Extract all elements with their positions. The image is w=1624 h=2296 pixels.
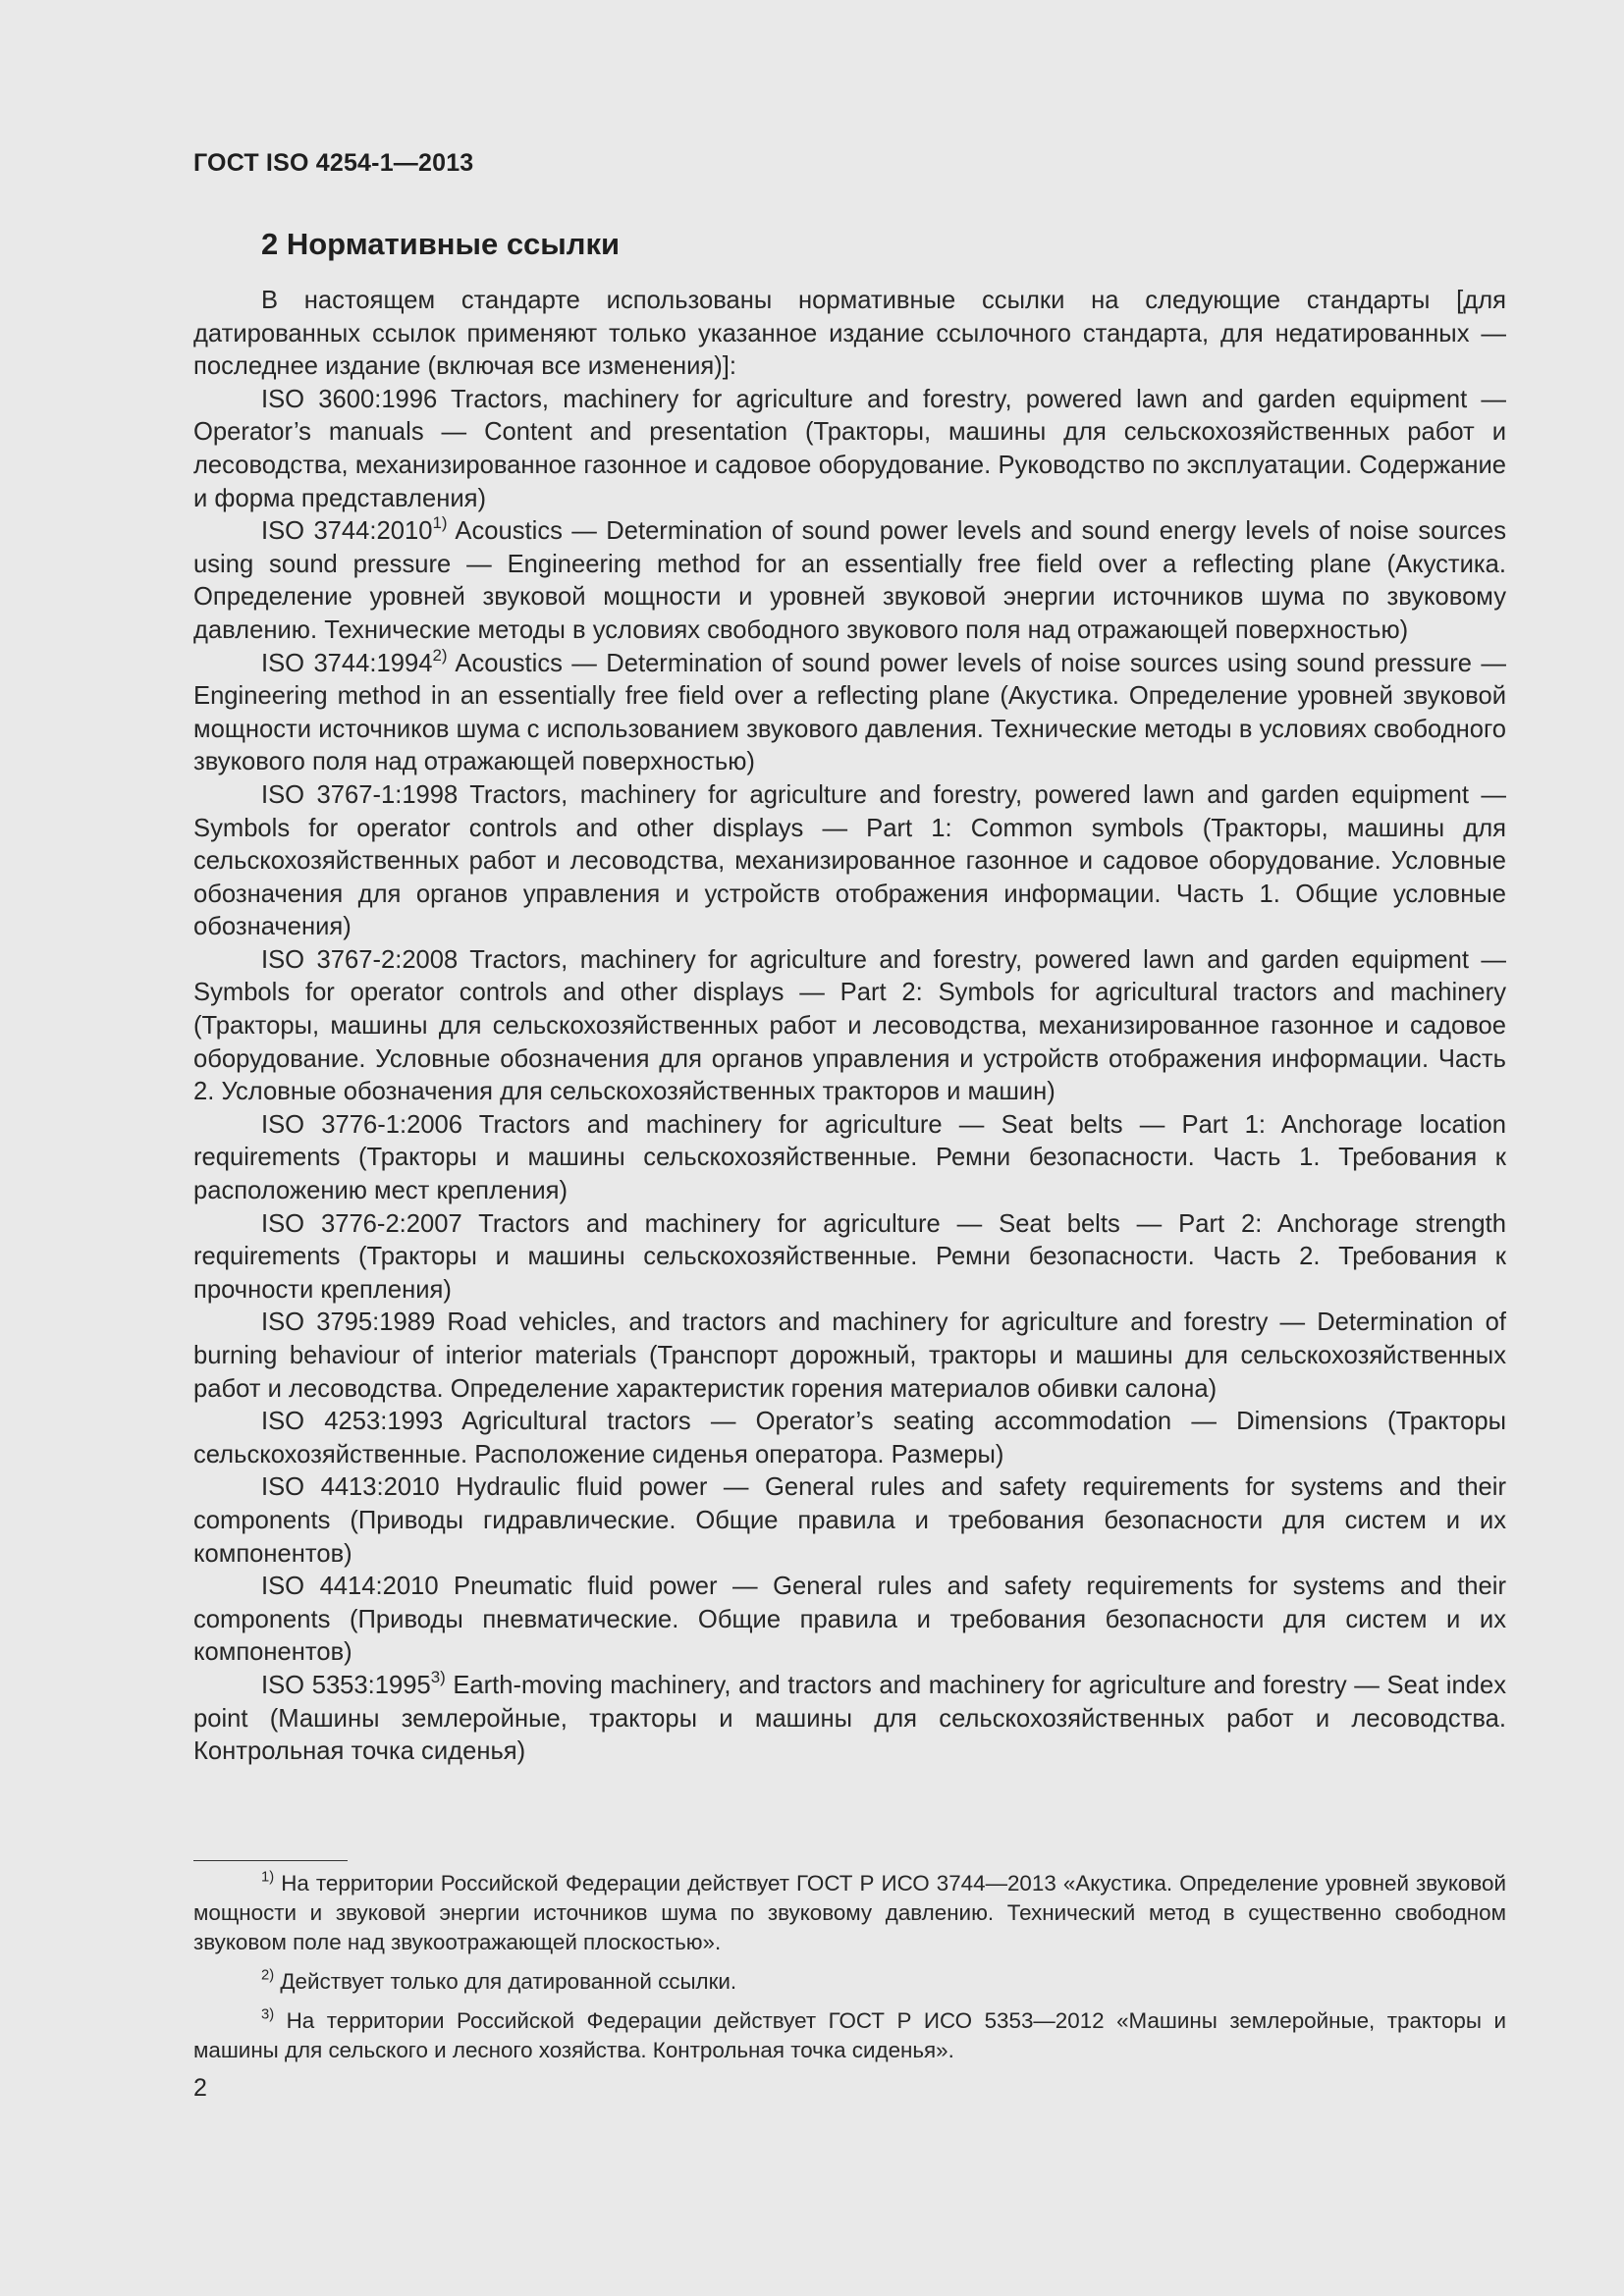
reference-code: ISO 3776-1:2006 bbox=[261, 1110, 463, 1139]
footnote-marker: 2) bbox=[432, 645, 448, 665]
reference-title: Tractors and machinery for agriculture — Seat belts — Part 1: Anchorage location requirements (Тракторы и машины сельскохозяйственные. Ремни безопасности. Часть 1. Требования к расположению мест крепления) bbox=[193, 1110, 1506, 1205]
reference-item bbox=[193, 384, 1506, 515]
reference-code: ISO 3744:2010 bbox=[261, 517, 433, 546]
footnote-divider bbox=[193, 1860, 348, 1861]
page-number: 2 bbox=[193, 2074, 207, 2102]
reference-item bbox=[193, 944, 1506, 1109]
section-body bbox=[193, 285, 1506, 1769]
footnote-mark: 3) bbox=[261, 2006, 275, 2023]
reference-item bbox=[193, 779, 1506, 944]
footnote bbox=[193, 2006, 1506, 2065]
reference-title: Tractors, machinery for agriculture and forestry, powered lawn and garden equipment — Symbols for operator controls and other displays — Part 2: Symbols for agricultural tractors and machinery (Тракторы, машины для сельскохозяйственных работ и лесоводства, механизированное газонное и садовое оборудование. Условные обозначения для органов управления и устройств отображения информации. Часть 2. Условные обозначения для сельскохозяйственных тракторов и машин) bbox=[193, 945, 1506, 1106]
footnote-marker: 3) bbox=[430, 1667, 446, 1686]
reference-title: Agricultural tractors — Operator’s seating accommodation — Dimensions (Тракторы сельскохозяйственные. Расположение сиденья оператора. Размеры) bbox=[193, 1408, 1507, 1468]
reference-title: Acoustics — Determination of sound power levels of noise sources using sound pressure — Engineering method in an essentially free field over a reflecting plane (Акустика. Определение уровней звуковой мощности источников шума с использованием звукового давления. Технические методы в условиях свободного звукового поля над отражающей поверхностью) bbox=[193, 649, 1506, 776]
reference-code: ISO 3795:1989 bbox=[261, 1308, 436, 1337]
reference-code: ISO 4413:2010 bbox=[261, 1473, 440, 1502]
document-code-header: ГОСТ ISO 4254-1—2013 bbox=[193, 149, 474, 177]
reference-title: Tractors, machinery for agriculture and forestry, powered lawn and garden equipment — Operator’s manuals — Content and presentation (Тракторы, машины для сельскохозяйственных работ и лесоводства, механизированное газонное и садовое оборудование. Руководство по эксплуатации. Содержание и форма представления) bbox=[193, 385, 1507, 512]
reference-title: Acoustics — Determination of sound power levels and sound energy levels of noise sources using sound pressure — Engineering method for an essentially free field over a reflecting plane (Акустика. Определение уровней звуковой мощности и уровней звуковой энергии источников шума по звуковому давлению. Технические методы в условиях свободного звукового поля над отражающей поверхностью) bbox=[193, 517, 1506, 644]
reference-item bbox=[193, 1667, 1506, 1769]
footnote-mark: 2) bbox=[261, 1967, 275, 1984]
footnote-text: На территории Российской Федерации действует ГОСТ Р ИСО 5353—2012 «Машины землеройные, тракторы и машины для сельского и лесного хозяйства. Контрольная точка сиденья». bbox=[193, 2008, 1506, 2062]
reference-title: Pneumatic fluid power — General rules and safety requirements for systems and their components (Приводы пневматические. Общие правила и требования безопасности для систем и их компонентов) bbox=[193, 1573, 1506, 1667]
reference-item bbox=[193, 1307, 1506, 1406]
reference-code: ISO 4414:2010 bbox=[261, 1573, 439, 1601]
footnote-mark: 1) bbox=[261, 1869, 275, 1886]
reference-code: ISO 3767-2:2008 bbox=[261, 945, 459, 974]
reference-item bbox=[193, 1571, 1506, 1670]
reference-code: ISO 3776-2:2007 bbox=[261, 1209, 462, 1238]
footnote bbox=[193, 1869, 1506, 1957]
footnote bbox=[193, 1967, 1506, 1997]
footnote-text: Действует только для датированной ссылки. bbox=[280, 1969, 737, 1994]
reference-title: Tractors and machinery for agriculture — Seat belts — Part 2: Anchorage strength requirements (Тракторы и машины сельскохозяйственные. Ремни безопасности. Часть 2. Требования к прочности крепления) bbox=[193, 1209, 1506, 1304]
reference-title: Road vehicles, and tractors and machinery for agriculture and forestry — Determination of burning behaviour of interior materials (Транспорт дорожный, тракторы и машины для сельскохозяйственных работ и лесоводства. Определение характеристик горения материалов обивки салона) bbox=[193, 1308, 1506, 1403]
reference-title: Hydraulic fluid power — General rules and safety requirements for systems and their components (Приводы гидравлические. Общие правила и требования безопасности для систем и их компонентов) bbox=[193, 1473, 1506, 1568]
reference-item bbox=[193, 645, 1506, 779]
section-title: 2 Нормативные ссылки bbox=[261, 227, 621, 261]
intro-paragraph: В настоящем стандарте использованы нормативные ссылки на следующие стандарты [для датированных ссылок применяют только указанное издание ссылочного стандарта, для недатированных — последнее издание (включая все изменения)]: bbox=[193, 287, 1506, 381]
footnotes bbox=[193, 1869, 1506, 2075]
reference-code: ISO 4253:1993 bbox=[261, 1408, 444, 1436]
reference-code: ISO 3600:1996 bbox=[261, 385, 438, 413]
reference-code: ISO 5353:1995 bbox=[261, 1671, 431, 1699]
footnote-marker: 1) bbox=[432, 513, 448, 533]
reference-title: Tractors, machinery for agriculture and forestry, powered lawn and garden equipment — Symbols for operator controls and other displays — Part 1: Common symbols (Тракторы, машины для сельскохозяйственных работ и лесоводства, механизированное газонное и садовое оборудование. Условные обозначения для органов управления и устройств отображения информации. Часть 1. Общие условные обозначения) bbox=[193, 780, 1506, 941]
reference-item bbox=[193, 1471, 1506, 1571]
reference-item bbox=[193, 1406, 1506, 1471]
reference-title: Earth-moving machinery, and tractors and machinery for agriculture and forestry — Seat index point (Машины землеройные, тракторы и машины для сельскохозяйственных работ и лесоводства. Контрольная точка сиденья) bbox=[193, 1671, 1506, 1766]
reference-item bbox=[193, 1208, 1506, 1308]
footnote-text: На территории Российской Федерации действует ГОСТ Р ИСО 3744—2013 «Акустика. Определение уровней звуковой мощности и звуковой энергии источников шума по звуковому давлению. Технический метод в существенно свободном звуковом поле над звукоотражающей плоскостью». bbox=[193, 1871, 1506, 1954]
reference-code: ISO 3767-1:1998 bbox=[261, 780, 459, 809]
reference-item bbox=[193, 515, 1506, 647]
reference-code: ISO 3744:1994 bbox=[261, 649, 433, 677]
reference-item bbox=[193, 1109, 1506, 1208]
